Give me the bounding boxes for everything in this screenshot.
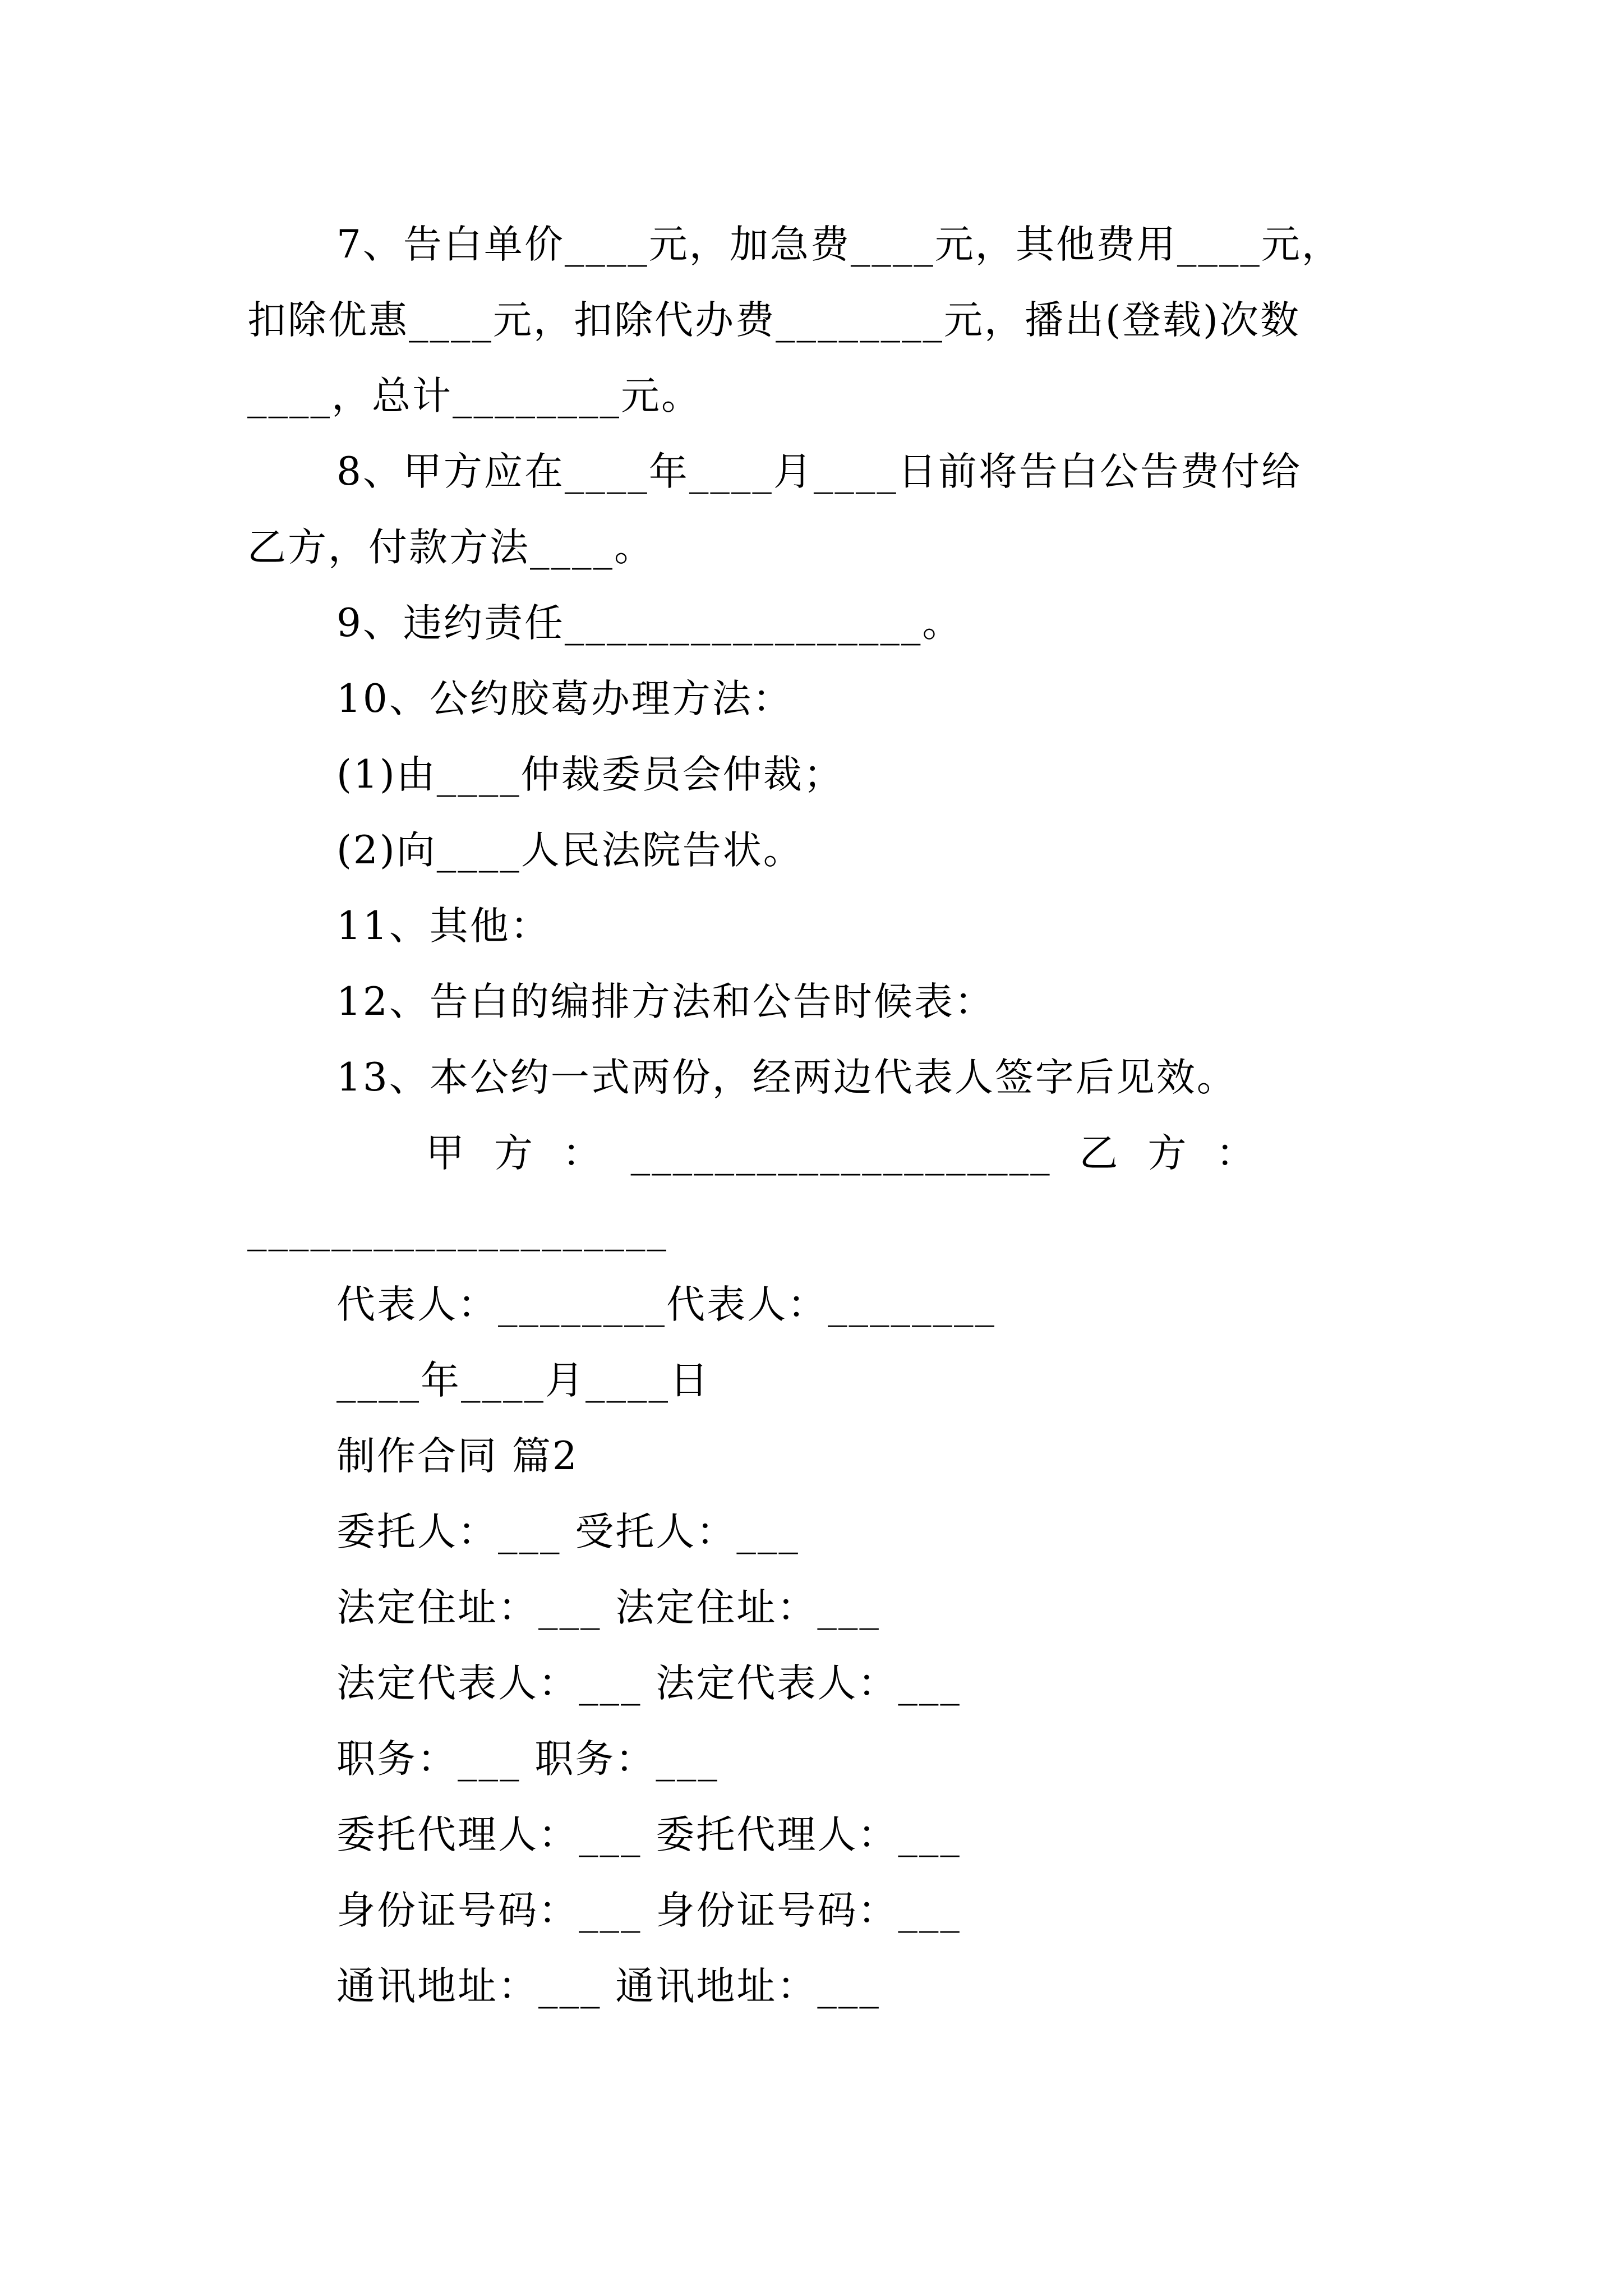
mailing-address-line: 通讯地址：___ 通讯地址：___ [336,1964,880,2009]
agent-line: 委托代理人：___ 委托代理人：___ [336,1812,961,1857]
principal-line: 委托人：___ 受托人：___ [336,1510,800,1554]
clause-7-line-3: ____，总计________元。 [247,374,702,418]
representatives-line: 代表人：________代表人：________ [336,1282,996,1327]
clause-10: 10、公约胶葛办理方法： [336,677,793,721]
address-line: 法定住址：___ 法定住址：___ [336,1585,880,1630]
clause-10-item-2: (2)向____人民法院告状。 [336,828,804,873]
party-signature-line: 甲 方 ： ____________________ 乙 方 ： [426,1131,1257,1176]
clause-7-line-1: 7、告白单价____元，加急费____元，其他费用____元， [336,222,1342,267]
id-number-line: 身份证号码：___ 身份证号码：___ [336,1888,961,1933]
clause-7-line-2: 扣除优惠____元，扣除代办费________元，播出(登载)次数 [247,298,1301,343]
clause-13: 13、本公约一式两份，经两边代表人签字后见效。 [336,1055,1237,1100]
section-heading: 制作合同 篇2 [336,1434,579,1479]
clause-12: 12、告白的编排方法和公告时候表： [336,979,995,1024]
clause-8-line-2: 乙方，付款方法____。 [247,525,654,570]
clause-9: 9、违约责任_________________。 [336,601,963,646]
legal-rep-line: 法定代表人：___ 法定代表人：___ [336,1661,961,1706]
party-b-signature-blank: ____________________ [247,1207,668,1251]
clause-10-item-1: (1)由____仲裁委员会仲裁； [336,752,844,797]
position-line: 职务：___ 职务：___ [336,1737,719,1782]
clause-11: 11、其他： [336,904,551,949]
clause-8-line-1: 8、甲方应在____年____月____日前将告白公告费付给 [336,449,1302,494]
date-line: ____年____月____日 [336,1358,710,1403]
